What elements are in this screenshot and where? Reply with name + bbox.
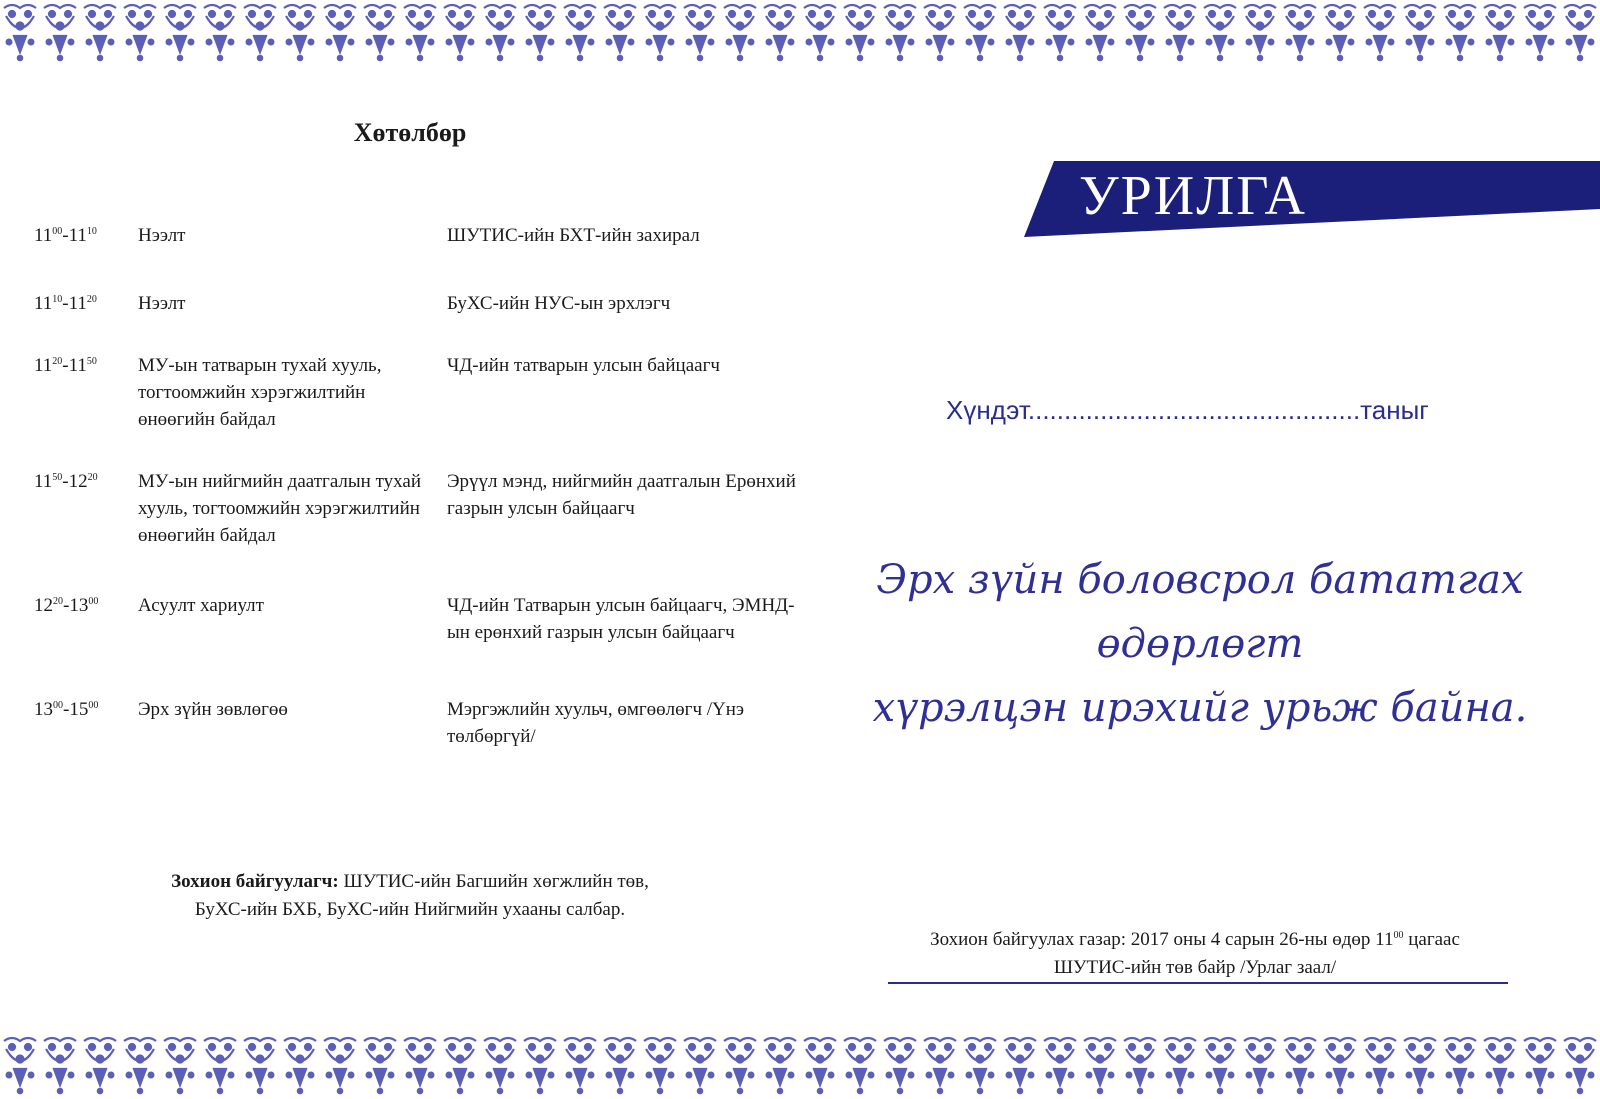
invitation-banner [1024, 161, 1600, 241]
program-topic: МУ-ын нийгмийн даатгалын тухай хууль, тогтоомжийн хэрэгжилтийн өнөөгийн байдал [138, 471, 421, 546]
organizer-block [110, 868, 710, 924]
program-speaker: Мэргэжлийн хуульч, өмгөөлөгч /Үнэ төлбөргүй/ [447, 699, 745, 747]
invitation-message [850, 548, 1550, 740]
venue-time-sup: 00 [1393, 930, 1404, 941]
program-time: $11^{10}-11^{20}$ [34, 293, 97, 314]
invitation-message-line1: Эрх зүйн боловсрол бататгах өдөрлөгт [876, 557, 1524, 667]
program-topic: Нээлт [138, 225, 186, 246]
program-time: $12^{20}-13^{00}$ [34, 595, 99, 616]
program-speaker: ЧД-ийн Татварын улсын байцаагч, ЭМНД-ын ерөнхий газрын улсын байцаагч [447, 595, 795, 643]
top-ornament-border [0, 0, 1600, 66]
top-ornament-svg [0, 0, 1600, 66]
bottom-ornament-border [0, 1033, 1600, 1099]
program-time: $13^{00}-15^{00}$ [34, 699, 99, 720]
program-speaker: БуХС-ийн НУС-ын эрхлэгч [447, 293, 671, 314]
program-speaker: ЧД-ийн татварын улсын байцаагч [447, 355, 720, 376]
program-time: $11^{20}-11^{50}$ [34, 355, 97, 376]
program-time: $11^{00}-11^{10}$ [34, 225, 97, 246]
invitation-title: УРИЛГА [1079, 165, 1307, 227]
program-topic: Эрх зүйн зөвлөгөө [138, 699, 288, 720]
salutation-line: Хүндэт..............................................таныг [946, 395, 1429, 425]
bottom-ornament-svg [0, 1033, 1600, 1099]
program-title: Хөтөлбөр [353, 118, 467, 147]
invitation-message-line2: хүрэлцэн ирэхийг урьж байна. [872, 685, 1528, 731]
program-topic: МУ-ын татварын тухай хууль, тогтоомжийн хэрэгжилтийн өнөөгийн байдал [138, 355, 382, 430]
venue-line2: ШУТИС-ийн төв байр /Урлаг заал/ [1053, 957, 1337, 978]
program-speaker: Эрүүл мэнд, нийгмийн даатгалын Ерөнхий газрын улсын байцаагч [447, 471, 796, 519]
program-time: $11^{50}-12^{20}$ [34, 471, 98, 492]
venue-block [870, 926, 1520, 982]
venue-underline [888, 982, 1508, 984]
organizer-label: Зохион байгуулагч: [171, 871, 339, 892]
program-topic: Асуулт хариулт [138, 595, 264, 616]
organizer-line1: ШУТИС-ийн Багшийн хөгжлийн төв, [343, 871, 649, 892]
organizer-line2: БуХС-ийн БХБ, БуХС-ийн Нийгмийн ухааны салбар. [194, 899, 626, 920]
venue-line1-suffix: цагаас [1403, 929, 1460, 950]
program-topic: Нээлт [138, 293, 186, 314]
program-speaker: ШУТИС-ийн БХТ-ийн захирал [447, 225, 700, 246]
venue-line1-prefix: Зохион байгуулах газар: 2017 оны 4 сарын 26-ны өдөр 11 [930, 929, 1394, 950]
